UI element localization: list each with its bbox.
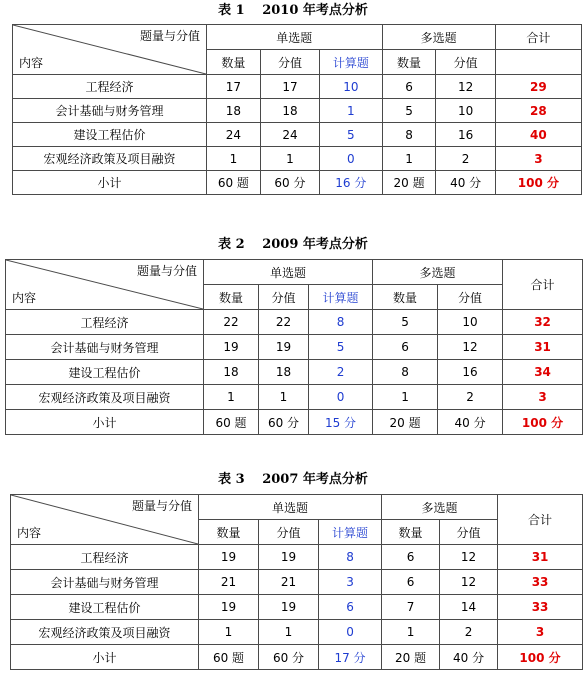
row-total: 31 [498,545,583,570]
multi-score: 40 分 [438,410,503,435]
single-count: 22 [204,310,259,335]
multi-count: 1 [382,147,436,171]
multi-score: 12 [440,570,498,595]
multi-score: 10 [436,99,495,123]
calc-score: 6 [319,595,382,620]
row-name: 会计基础与财务管理 [13,99,207,123]
row-name: 建设工程估价 [13,123,207,147]
multi-count: 6 [373,335,438,360]
sub-count-header: 数量 [206,50,260,75]
table-row [6,360,583,385]
sub-count-header: 数量 [373,285,438,310]
multi-score: 12 [438,335,503,360]
calc-score: 0 [309,385,373,410]
row-total: 100 分 [503,410,583,435]
single-count: 1 [204,385,259,410]
calc-score: 17 分 [319,645,382,670]
multi-count: 5 [382,99,436,123]
corner-bottom-label: 内容 [17,526,42,540]
row-total: 3 [495,147,581,171]
single-choice-header: 单选题 [199,495,382,520]
table-1-caption: 表 1 2010 年考点分析 [218,3,368,18]
multi-choice-header: 多选题 [382,495,498,520]
calc-score: 5 [320,123,383,147]
calc-score: 3 [319,570,382,595]
table-row [13,147,582,171]
header-corner-cell [13,25,207,75]
multi-score: 12 [436,75,495,99]
calc-score: 10 [320,75,383,99]
single-score: 1 [260,147,319,171]
corner-bottom-label: 内容 [12,291,37,305]
single-choice-header: 单选题 [206,25,382,50]
table-row [11,595,583,620]
single-count: 60 题 [199,645,259,670]
sub-calc-header: 计算题 [319,520,382,545]
row-name: 宏观经济政策及项目融资 [11,620,199,645]
header-corner-cell [11,495,199,545]
single-count: 19 [199,545,259,570]
multi-count: 1 [373,385,438,410]
multi-score: 2 [440,620,498,645]
corner-bottom-label: 内容 [19,56,44,70]
single-score: 18 [259,360,309,385]
single-count: 18 [204,360,259,385]
row-total: 33 [498,595,583,620]
single-score: 1 [259,385,309,410]
corner-top-label: 题量与分值 [136,264,197,278]
row-total: 100 分 [495,171,581,195]
row-name: 工程经济 [6,310,204,335]
multi-choice-header: 多选题 [373,260,503,285]
row-total: 40 [495,123,581,147]
multi-score: 40 分 [440,645,498,670]
multi-count: 8 [373,360,438,385]
single-score: 1 [259,620,319,645]
sub-count-header: 数量 [382,520,440,545]
calc-score: 2 [309,360,373,385]
row-name: 宏观经济政策及项目融资 [6,385,204,410]
calc-score: 1 [320,99,383,123]
table-row [13,75,582,99]
header-corner-cell [6,260,204,310]
row-name: 会计基础与财务管理 [11,570,199,595]
single-count: 60 题 [206,171,260,195]
row-name: 建设工程估价 [6,360,204,385]
calc-score: 8 [319,545,382,570]
row-name: 小计 [6,410,204,435]
row-total: 32 [503,310,583,335]
table-row [6,335,583,360]
row-total: 28 [495,99,581,123]
calc-score: 0 [319,620,382,645]
single-score: 60 分 [259,645,319,670]
calc-score: 16 分 [320,171,383,195]
row-total: 29 [495,75,581,99]
row-name: 小计 [11,645,199,670]
single-score: 24 [260,123,319,147]
row-name: 工程经济 [11,545,199,570]
single-score: 21 [259,570,319,595]
multi-score: 10 [438,310,503,335]
single-count: 17 [206,75,260,99]
total-header: 合计 [503,260,583,310]
multi-score: 40 分 [436,171,495,195]
single-count: 24 [206,123,260,147]
single-count: 19 [204,335,259,360]
single-score: 19 [259,335,309,360]
row-name: 工程经济 [13,75,207,99]
row-total: 100 分 [498,645,583,670]
table-2007-analysis [10,494,583,670]
table-row [11,620,583,645]
table-row [6,310,583,335]
multi-count: 1 [382,620,440,645]
single-count: 19 [199,595,259,620]
multi-choice-header: 多选题 [382,25,495,50]
sub-score-header: 分值 [259,520,319,545]
corner-top-label: 题量与分值 [139,29,200,43]
single-score: 19 [259,595,319,620]
multi-count: 20 题 [373,410,438,435]
row-name: 小计 [13,171,207,195]
table-row [11,545,583,570]
multi-count: 7 [382,595,440,620]
single-score: 18 [260,99,319,123]
table-2010-analysis [12,24,582,195]
multi-count: 5 [373,310,438,335]
table-row [11,570,583,595]
multi-count: 6 [382,75,436,99]
multi-count: 8 [382,123,436,147]
single-count: 18 [206,99,260,123]
calc-score: 0 [320,147,383,171]
single-score: 17 [260,75,319,99]
multi-score: 12 [440,545,498,570]
single-score: 19 [259,545,319,570]
calc-score: 8 [309,310,373,335]
single-score: 60 分 [260,171,319,195]
multi-count: 6 [382,545,440,570]
sub-score-header: 分值 [259,285,309,310]
single-score: 22 [259,310,309,335]
total-blank-cell [495,50,581,75]
row-total: 3 [503,385,583,410]
total-header: 合计 [498,495,583,545]
calc-score: 15 分 [309,410,373,435]
row-total: 33 [498,570,583,595]
table-row [13,123,582,147]
multi-count: 20 题 [382,645,440,670]
table-3-caption: 表 3 2007 年考点分析 [218,472,368,487]
single-count: 1 [206,147,260,171]
single-count: 21 [199,570,259,595]
sub-score-header: 分值 [260,50,319,75]
sub-calc-header: 计算题 [309,285,373,310]
sub-score-header: 分值 [440,520,498,545]
row-name: 宏观经济政策及项目融资 [13,147,207,171]
table-2009-analysis [5,259,583,435]
calc-score: 5 [309,335,373,360]
table-row [6,385,583,410]
sub-count-header: 数量 [199,520,259,545]
single-score: 60 分 [259,410,309,435]
table-row [13,99,582,123]
sub-count-header: 数量 [382,50,436,75]
row-name: 建设工程估价 [11,595,199,620]
single-count: 1 [199,620,259,645]
sub-count-header: 数量 [204,285,259,310]
multi-score: 2 [436,147,495,171]
subtotal-row [11,645,583,670]
table-2-caption: 表 2 2009 年考点分析 [218,237,368,252]
row-total: 3 [498,620,583,645]
corner-top-label: 题量与分值 [131,499,192,513]
subtotal-row [13,171,582,195]
single-choice-header: 单选题 [204,260,373,285]
single-count: 60 题 [204,410,259,435]
multi-score: 2 [438,385,503,410]
sub-calc-header: 计算题 [320,50,383,75]
row-total: 34 [503,360,583,385]
multi-score: 16 [438,360,503,385]
subtotal-row [6,410,583,435]
multi-score: 14 [440,595,498,620]
sub-score-header: 分值 [438,285,503,310]
row-name: 会计基础与财务管理 [6,335,204,360]
total-header: 合计 [495,25,581,50]
multi-count: 20 题 [382,171,436,195]
multi-score: 16 [436,123,495,147]
multi-count: 6 [382,570,440,595]
row-total: 31 [503,335,583,360]
sub-score-header: 分值 [436,50,495,75]
